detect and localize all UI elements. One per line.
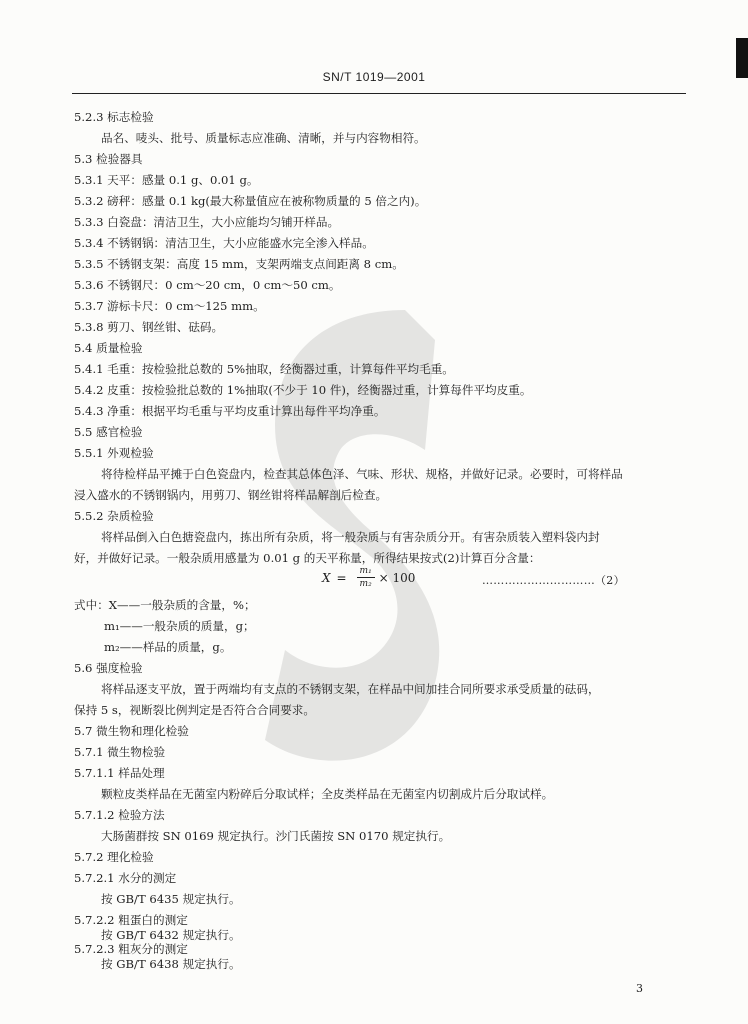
- paragraph-5-5-2-line1: 将样品倒入白色搪瓷盘内，拣出所有杂质，将一般杂质与有害杂质分开。有害杂质装入塑料袋内封: [101, 530, 600, 544]
- section-5-4-heading: 5.4 质量检验: [74, 341, 143, 355]
- formula-label: …………………………（2）: [482, 574, 625, 587]
- item-5-4-3: 5.4.3 净重：根据平均毛重与平均皮重计算出每件平均净重。: [74, 404, 386, 418]
- item-5-3-8: 5.3.8 剪刀、钢丝钳、砝码。: [74, 320, 224, 334]
- item-5-3-6: 5.3.6 不锈钢尺：0 cm～20 cm，0 cm～50 cm。: [74, 278, 341, 292]
- section-5-7-1-2-heading: 5.7.1.2 检验方法: [74, 808, 165, 822]
- paragraph-5-7-1-1: 颗粒皮类样品在无菌室内粉碎后分取试样；全皮类样品在无菌室内切割成片后分取试样。: [101, 787, 554, 801]
- paragraph-5-7-2-2: 按 GB/T 6432 规定执行。: [101, 928, 241, 942]
- formula-2: [322, 566, 415, 589]
- formula-denominator: m₂: [359, 579, 372, 589]
- paragraph-5-7-2-1: 按 GB/T 6435 规定执行。: [101, 892, 241, 906]
- item-5-3-7: 5.3.7 游标卡尺：0 cm～125 mm。: [74, 299, 265, 313]
- section-5-7-2-1-heading: 5.7.2.1 水分的测定: [74, 871, 177, 885]
- section-5-6-heading: 5.6 强度检验: [74, 661, 143, 675]
- paragraph-5-5-2-line2: 好，并做好记录。一般杂质用感量为 0.01 g 的天平称量，所得结果按式(2)计算百分含量：: [74, 551, 541, 565]
- header-rule: [72, 93, 686, 94]
- paragraph-5-7-2-3: 按 GB/T 6438 规定执行。: [101, 957, 241, 971]
- formula-lhs: X: [322, 570, 331, 585]
- item-5-4-2: 5.4.2 皮重：按检验批总数的 1%抽取(不少于 10 件)，经衡器过重，计算每件平均皮重。: [74, 383, 532, 397]
- where-m1: m₁——一般杂质的质量，g；: [104, 619, 255, 633]
- item-5-4-1: 5.4.1 毛重：按检验批总数的 5%抽取，经衡器过重，计算每件平均毛重。: [74, 362, 454, 376]
- paragraph-5-6-line2: 保持 5 s，视断裂比例判定是否符合合同要求。: [74, 703, 315, 717]
- section-5-3-heading: 5.3 检验器具: [74, 152, 143, 166]
- where-m2: m₂——样品的质量，g。: [104, 640, 232, 654]
- paragraph-5-6-line1: 将样品逐支平放，置于两端均有支点的不锈钢支架，在样品中间加挂合同所要求承受质量的砝码，: [101, 682, 600, 696]
- section-5-5-1-heading: 5.5.1 外观检验: [74, 446, 154, 460]
- item-5-3-2: 5.3.2 磅秤：感量 0.1 kg(最大称量值应在被称物质量的 5 倍之内)。: [74, 194, 427, 208]
- section-5-2-3-heading: 5.2.3 标志检验: [74, 110, 154, 124]
- section-5-7-2-2-heading: 5.7.2.2 粗蛋白的测定: [74, 913, 188, 927]
- item-5-3-5: 5.3.5 不锈钢支架：高度 15 mm，支架两端支点间距离 8 cm。: [74, 257, 404, 271]
- formula-numerator: m₁: [359, 566, 372, 576]
- paragraph-5-5-1-line1: 将待检样品平摊于白色瓷盘内，检查其总体色泽、气味、形状、规格，并做好记录。必要时，可将样品: [101, 467, 623, 481]
- where-x: 式中：X——一般杂质的含量，%；: [74, 598, 256, 612]
- section-5-7-2-heading: 5.7.2 理化检验: [74, 850, 154, 864]
- formula-times: × 100: [378, 570, 416, 585]
- section-5-5-heading: 5.5 感官检验: [74, 425, 143, 439]
- paragraph-5-7-1-2: 大肠菌群按 SN 0169 规定执行。沙门氏菌按 SN 0170 规定执行。: [101, 829, 451, 843]
- section-5-7-1-heading: 5.7.1 微生物检验: [74, 745, 166, 759]
- section-5-5-2-heading: 5.5.2 杂质检验: [74, 509, 154, 523]
- formula-equals: =: [336, 570, 347, 585]
- item-5-3-1: 5.3.1 天平：感量 0.1 g、0.01 g。: [74, 173, 259, 187]
- item-5-3-4: 5.3.4 不锈钢锅：清洁卫生，大小应能盛水完全渗入样品。: [74, 236, 374, 250]
- section-5-7-2-3-heading: 5.7.2.3 粗灰分的测定: [74, 942, 188, 956]
- item-5-3-3: 5.3.3 白瓷盘：清洁卫生，大小应能均匀铺开样品。: [74, 215, 340, 229]
- section-5-7-1-1-heading: 5.7.1.1 样品处理: [74, 766, 165, 780]
- paragraph-5-5-1-line2: 浸入盛水的不锈钢锅内，用剪刀、钢丝钳将样品解剖后检查。: [74, 488, 388, 502]
- section-5-7-heading: 5.7 微生物和理化检验: [74, 724, 189, 738]
- page-number: 3: [636, 982, 643, 995]
- section-5-2-3-text: 品名、唛头、批号、质量标志应准确、清晰，并与内容物相符。: [101, 131, 426, 145]
- page-header-title: SN/T 1019—2001: [322, 70, 426, 84]
- formula-fraction: [357, 566, 375, 589]
- fraction-bar: [357, 577, 375, 578]
